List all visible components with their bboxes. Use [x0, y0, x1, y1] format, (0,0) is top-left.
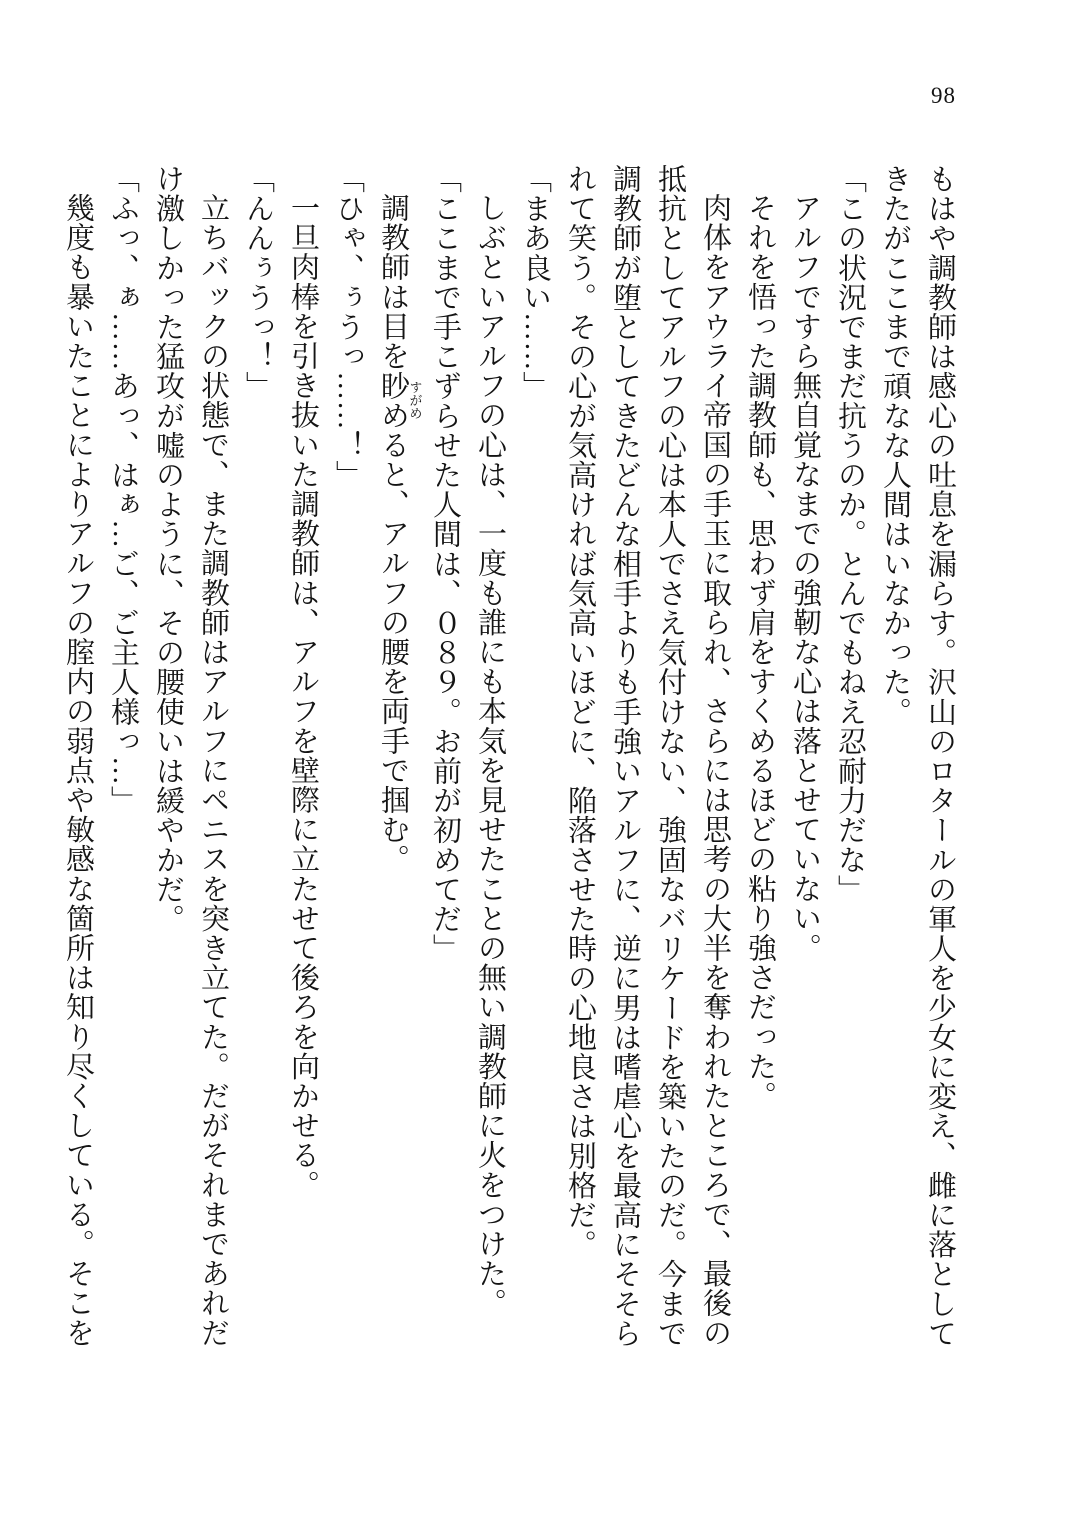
text-block: [60, 164, 962, 1354]
page-number: 98: [931, 83, 956, 108]
paragraph: しぶといアルフの心は、一度も誰にも本気を見せたことの無い調教師に火をつけた。: [474, 193, 506, 1318]
paragraph: 一旦肉棒を引き抜いた調教師は、アルフを壁際に立たせて後ろを向かせる。: [287, 193, 319, 1200]
paragraph: 肉体をアウライ帝国の手玉に取られ、さらには思考の大半を奪われたところで、最後の抵抗としてアルフの心は本人でさえ気付けない、強固なバリケードを築いたのだ。今まで調教師が堕としてきたどんな相手よりも手強いアルフに、逆に男は嗜虐心を最高にそそられて笑う。その心が気高ければ気高いほどに、陥落させた時の心地良さは別格だ。: [564, 164, 731, 1348]
paragraph: 立ちバックの状態で、また調教師はアルフにペニスを突き立てた。だがそれまであれだけ激しかった猛攻が嘘のように、その腰使いは緩やかだ。: [152, 164, 229, 1348]
paragraph: アルフですら無自覚なまでの強靭な心は落とせていない。: [789, 193, 821, 963]
paragraph: 調教師は目を眇めすがめると、アルフの腰を両手で掴む。: [377, 193, 423, 874]
paragraph: 「ここまで手こずらせた人間は、０８９。お前が初めてだ」: [429, 164, 461, 964]
ruby-annotation: 眇めすがめ: [377, 370, 423, 430]
paragraph: 「ひゃ、ぅうっ……！」: [332, 164, 364, 490]
paragraph: 「んんぅうっ！」: [242, 164, 274, 401]
paragraph: 幾度も暴いたことによりアルフの腟内の弱点や敏感な箇所は知り尽くしている。そこを: [62, 193, 94, 1348]
paragraph: 「この状況でまだ抗うのか。とんでもねえ忍耐力だな」: [834, 164, 866, 904]
paragraph: 「まあ良い……」: [519, 164, 551, 401]
paragraph: もはや調教師は感心の吐息を漏らす。沢山のロタールの軍人を少女に変え、雌に落としてきたがここまで頑なな人間はいなかった。: [879, 164, 956, 1348]
paragraph: 「ふっ、ぁ……あっ、はぁ…ご、ご主人様っ…」: [107, 164, 139, 816]
paragraph: それを悟った調教師も、思わず肩をすくめるほどの粘り強さだった。: [744, 193, 776, 1111]
